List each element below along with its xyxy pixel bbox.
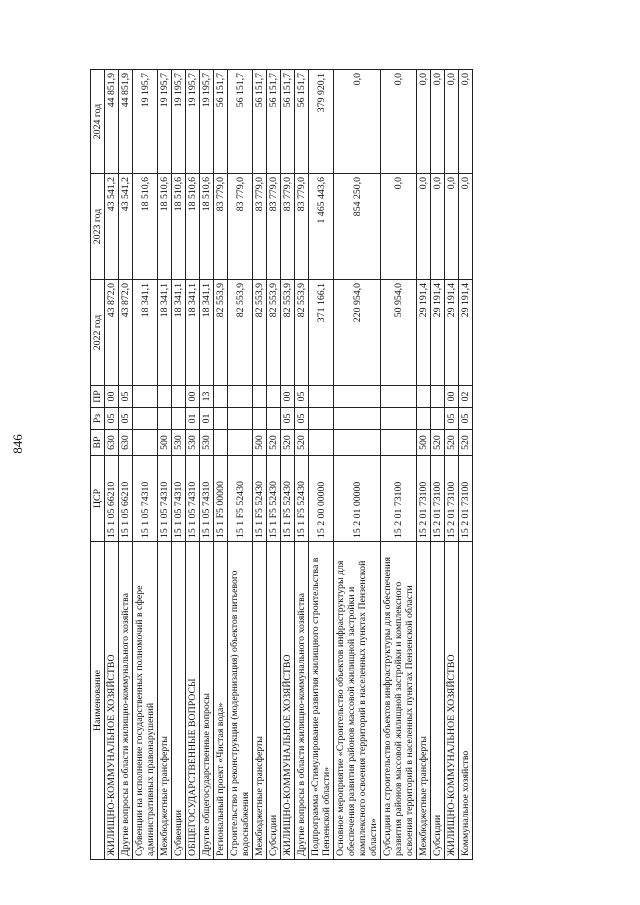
- cell-rz: [172, 408, 186, 430]
- cell-pr: 02: [459, 386, 473, 408]
- cell-2022: 50 954,0: [381, 280, 417, 386]
- cell-rz: [267, 408, 281, 430]
- cell-2024: 56 151,7: [253, 70, 267, 174]
- cell-2022: 82 553,9: [228, 280, 253, 386]
- cell-2023: 854 250,0: [334, 174, 381, 280]
- cell-pr: [417, 386, 431, 408]
- cell-pr: 13: [200, 386, 214, 408]
- cell-2024: 56 151,7: [267, 70, 281, 174]
- table-row: [445, 70, 459, 860]
- table-header-row: [91, 70, 105, 860]
- cell-rz: [431, 408, 445, 430]
- cell-vr: [133, 430, 158, 456]
- cell-rz: [253, 408, 267, 430]
- cell-2022: 18 341,1: [200, 280, 214, 386]
- cell-2023: 18 510,6: [172, 174, 186, 280]
- cell-pr: 00: [105, 386, 119, 408]
- cell-csr: 15 2 01 73100: [445, 456, 459, 542]
- cell-2022: 29 191,4: [417, 280, 431, 386]
- cell-name: Региональный проект «Чистая вода»: [214, 542, 228, 860]
- cell-csr: 15 1 F5 52430: [228, 456, 253, 542]
- cell-2023: 0,0: [431, 174, 445, 280]
- cell-2024: 19 195,7: [200, 70, 214, 174]
- cell-2022: 29 191,4: [431, 280, 445, 386]
- cell-vr: 520: [267, 430, 281, 456]
- cell-2023: 0,0: [417, 174, 431, 280]
- cell-pr: [334, 386, 381, 408]
- cell-vr: 520: [445, 430, 459, 456]
- cell-name: ЖИЛИЩНО-КОММУНАЛЬНОЕ ХОЗЯЙСТВО: [281, 542, 295, 860]
- cell-name: Строительство и реконструкция (модернизация) объектов питьевого водоснабжения: [228, 542, 253, 860]
- cell-name: Подпрограмма «Стимулирование развития жилищного строительства в Пензенской области»: [309, 542, 334, 860]
- cell-2022: 29 191,4: [445, 280, 459, 386]
- cell-name: ОБЩЕГОСУДАРСТВЕННЫЕ ВОПРОСЫ: [186, 542, 200, 860]
- table-row: [309, 70, 334, 860]
- table-row: [158, 70, 172, 860]
- cell-vr: 630: [105, 430, 119, 456]
- table-row: [133, 70, 158, 860]
- cell-2024: 56 151,7: [214, 70, 228, 174]
- cell-pr: 00: [186, 386, 200, 408]
- cell-csr: 15 1 F5 52430: [281, 456, 295, 542]
- cell-csr: 15 2 01 73100: [381, 456, 417, 542]
- cell-csr: 15 1 05 74310: [158, 456, 172, 542]
- cell-rz: 05: [459, 408, 473, 430]
- cell-pr: [133, 386, 158, 408]
- cell-2022: 82 553,9: [253, 280, 267, 386]
- cell-2023: 0,0: [459, 174, 473, 280]
- cell-pr: [309, 386, 334, 408]
- cell-rz: 05: [445, 408, 459, 430]
- header-2022: 2022 год: [91, 280, 105, 386]
- cell-name: Другие вопросы в области жилищно-коммунального хозяйства: [119, 542, 133, 860]
- table-row: [228, 70, 253, 860]
- cell-name: Коммунальное хозяйство: [459, 542, 473, 860]
- cell-2024: 44 851,9: [119, 70, 133, 174]
- table-row: [105, 70, 119, 860]
- cell-2024: 19 195,7: [158, 70, 172, 174]
- table-row: [186, 70, 200, 860]
- cell-csr: 15 1 F5 52430: [267, 456, 281, 542]
- cell-2023: 43 541,2: [119, 174, 133, 280]
- cell-csr: 15 1 05 74310: [200, 456, 214, 542]
- header-name: Наименование: [91, 542, 105, 860]
- cell-pr: 00: [281, 386, 295, 408]
- cell-csr: 15 1 F5 52430: [295, 456, 309, 542]
- cell-rz: [228, 408, 253, 430]
- cell-rz: 05: [295, 408, 309, 430]
- cell-2022: 18 341,1: [172, 280, 186, 386]
- table-row: [281, 70, 295, 860]
- cell-pr: 05: [119, 386, 133, 408]
- cell-vr: [214, 430, 228, 456]
- cell-name: Межбюджетные трансферты: [417, 542, 431, 860]
- cell-2024: 0,0: [417, 70, 431, 174]
- cell-vr: 630: [119, 430, 133, 456]
- cell-vr: 520: [295, 430, 309, 456]
- cell-2023: 83 779,0: [267, 174, 281, 280]
- cell-2023: 43 541,2: [105, 174, 119, 280]
- cell-csr: 15 2 01 73100: [459, 456, 473, 542]
- table-row: [172, 70, 186, 860]
- cell-2023: 18 510,6: [200, 174, 214, 280]
- cell-name: Субвенции: [172, 542, 186, 860]
- cell-2022: 371 166,1: [309, 280, 334, 386]
- cell-2022: 220 954,0: [334, 280, 381, 386]
- cell-vr: 520: [459, 430, 473, 456]
- header-2023: 2023 год: [91, 174, 105, 280]
- cell-2024: 19 195,7: [186, 70, 200, 174]
- cell-vr: 530: [172, 430, 186, 456]
- cell-pr: [253, 386, 267, 408]
- cell-2024: 379 920,1: [309, 70, 334, 174]
- cell-2024: 19 195,7: [172, 70, 186, 174]
- cell-2023: 18 510,6: [133, 174, 158, 280]
- cell-name: Другие вопросы в области жилищно-коммунального хозяйства: [295, 542, 309, 860]
- table-row: [334, 70, 381, 860]
- cell-name: Другие общегосударственные вопросы: [200, 542, 214, 860]
- cell-rz: [158, 408, 172, 430]
- table-row: [214, 70, 228, 860]
- cell-csr: 15 1 F5 52430: [253, 456, 267, 542]
- cell-rz: [381, 408, 417, 430]
- cell-2022: 82 553,9: [267, 280, 281, 386]
- cell-pr: [228, 386, 253, 408]
- cell-name: ЖИЛИЩНО-КОММУНАЛЬНОЕ ХОЗЯЙСТВО: [105, 542, 119, 860]
- cell-csr: 15 1 F5 00000: [214, 456, 228, 542]
- cell-2024: 0,0: [431, 70, 445, 174]
- cell-2023: 83 779,0: [253, 174, 267, 280]
- cell-2022: 18 341,1: [133, 280, 158, 386]
- cell-2022: 82 553,9: [281, 280, 295, 386]
- cell-2022: 43 872,0: [119, 280, 133, 386]
- cell-2024: 44 851,9: [105, 70, 119, 174]
- cell-csr: 15 2 01 73100: [417, 456, 431, 542]
- cell-name: Межбюджетные трансферты: [158, 542, 172, 860]
- cell-name: ЖИЛИЩНО-КОММУНАЛЬНОЕ ХОЗЯЙСТВО: [445, 542, 459, 860]
- cell-vr: [334, 430, 381, 456]
- cell-csr: 15 1 05 74310: [186, 456, 200, 542]
- page-number: 846: [10, 434, 25, 454]
- cell-rz: [133, 408, 158, 430]
- cell-csr: 15 1 05 66210: [105, 456, 119, 542]
- cell-vr: 530: [200, 430, 214, 456]
- cell-name: Основное мероприятие «Строительство объектов инфраструктуры для обеспечения развития районов массовой жилищной застройки и комплексного освоения территорий в населенных пунктах Пензенской области»: [334, 542, 381, 860]
- cell-2024: 0,0: [459, 70, 473, 174]
- cell-rz: 05: [119, 408, 133, 430]
- header-csr: ЦСР: [91, 456, 105, 542]
- cell-2023: 18 510,6: [186, 174, 200, 280]
- cell-csr: 15 2 00 00000: [309, 456, 334, 542]
- table-row: [431, 70, 445, 860]
- cell-vr: 500: [417, 430, 431, 456]
- cell-2023: 0,0: [381, 174, 417, 280]
- cell-name: Субвенции на исполнение государственных полномочий в сфере административных правонарушений: [133, 542, 158, 860]
- cell-rz: [309, 408, 334, 430]
- cell-2024: 56 151,7: [281, 70, 295, 174]
- cell-2022: 18 341,1: [186, 280, 200, 386]
- cell-csr: 15 2 01 00000: [334, 456, 381, 542]
- table-row: [253, 70, 267, 860]
- table-row: [295, 70, 309, 860]
- cell-2024: 0,0: [334, 70, 381, 174]
- cell-rz: [334, 408, 381, 430]
- cell-rz: 01: [186, 408, 200, 430]
- cell-2024: 56 151,7: [228, 70, 253, 174]
- cell-2023: 83 779,0: [228, 174, 253, 280]
- header-pr: ПР: [91, 386, 105, 408]
- cell-2022: 82 553,9: [295, 280, 309, 386]
- cell-csr: 15 1 05 66210: [119, 456, 133, 542]
- cell-rz: 05: [105, 408, 119, 430]
- cell-name: Субсидии: [431, 542, 445, 860]
- table-row: [267, 70, 281, 860]
- table-row: [119, 70, 133, 860]
- cell-name: Субсидии на строительство объектов инфраструктуры для обеспечения развития районов массовой жилищной застройки и комплексного освоения территорий в населенных пунктах Пензенской области: [381, 542, 417, 860]
- cell-2022: 82 553,9: [214, 280, 228, 386]
- cell-rz: [214, 408, 228, 430]
- cell-pr: [267, 386, 281, 408]
- cell-csr: 15 2 01 73100: [431, 456, 445, 542]
- cell-pr: [158, 386, 172, 408]
- header-2024: 2024 год: [91, 70, 105, 174]
- cell-pr: [172, 386, 186, 408]
- cell-2023: 83 779,0: [295, 174, 309, 280]
- table-row: [417, 70, 431, 860]
- cell-2022: 18 341,1: [158, 280, 172, 386]
- table-row: [381, 70, 417, 860]
- cell-rz: 05: [281, 408, 295, 430]
- cell-2023: 18 510,6: [158, 174, 172, 280]
- cell-2023: 83 779,0: [281, 174, 295, 280]
- cell-vr: 520: [281, 430, 295, 456]
- cell-name: Межбюджетные трансферты: [253, 542, 267, 860]
- table-row: [200, 70, 214, 860]
- cell-vr: [309, 430, 334, 456]
- cell-2022: 43 872,0: [105, 280, 119, 386]
- cell-rz: 01: [200, 408, 214, 430]
- cell-vr: 530: [186, 430, 200, 456]
- cell-2023: 83 779,0: [214, 174, 228, 280]
- cell-csr: 15 1 05 74310: [133, 456, 158, 542]
- cell-2023: 1 465 443,6: [309, 174, 334, 280]
- header-vr: ВР: [91, 430, 105, 456]
- cell-pr: [381, 386, 417, 408]
- cell-vr: 520: [431, 430, 445, 456]
- cell-pr: 05: [295, 386, 309, 408]
- cell-2023: 0,0: [445, 174, 459, 280]
- cell-pr: [214, 386, 228, 408]
- cell-2024: 56 151,7: [295, 70, 309, 174]
- rotated-table-container: [90, 70, 473, 860]
- cell-vr: [381, 430, 417, 456]
- cell-2022: 29 191,4: [459, 280, 473, 386]
- cell-rz: [417, 408, 431, 430]
- cell-csr: 15 1 05 74310: [172, 456, 186, 542]
- cell-pr: [431, 386, 445, 408]
- cell-2024: 0,0: [381, 70, 417, 174]
- table-row: [459, 70, 473, 860]
- cell-pr: 00: [445, 386, 459, 408]
- header-rz: Рз: [91, 408, 105, 430]
- cell-vr: 500: [253, 430, 267, 456]
- cell-vr: 500: [158, 430, 172, 456]
- cell-2024: 0,0: [445, 70, 459, 174]
- cell-2024: 19 195,7: [133, 70, 158, 174]
- cell-vr: [228, 430, 253, 456]
- cell-name: Субсидии: [267, 542, 281, 860]
- budget-table: [90, 69, 473, 860]
